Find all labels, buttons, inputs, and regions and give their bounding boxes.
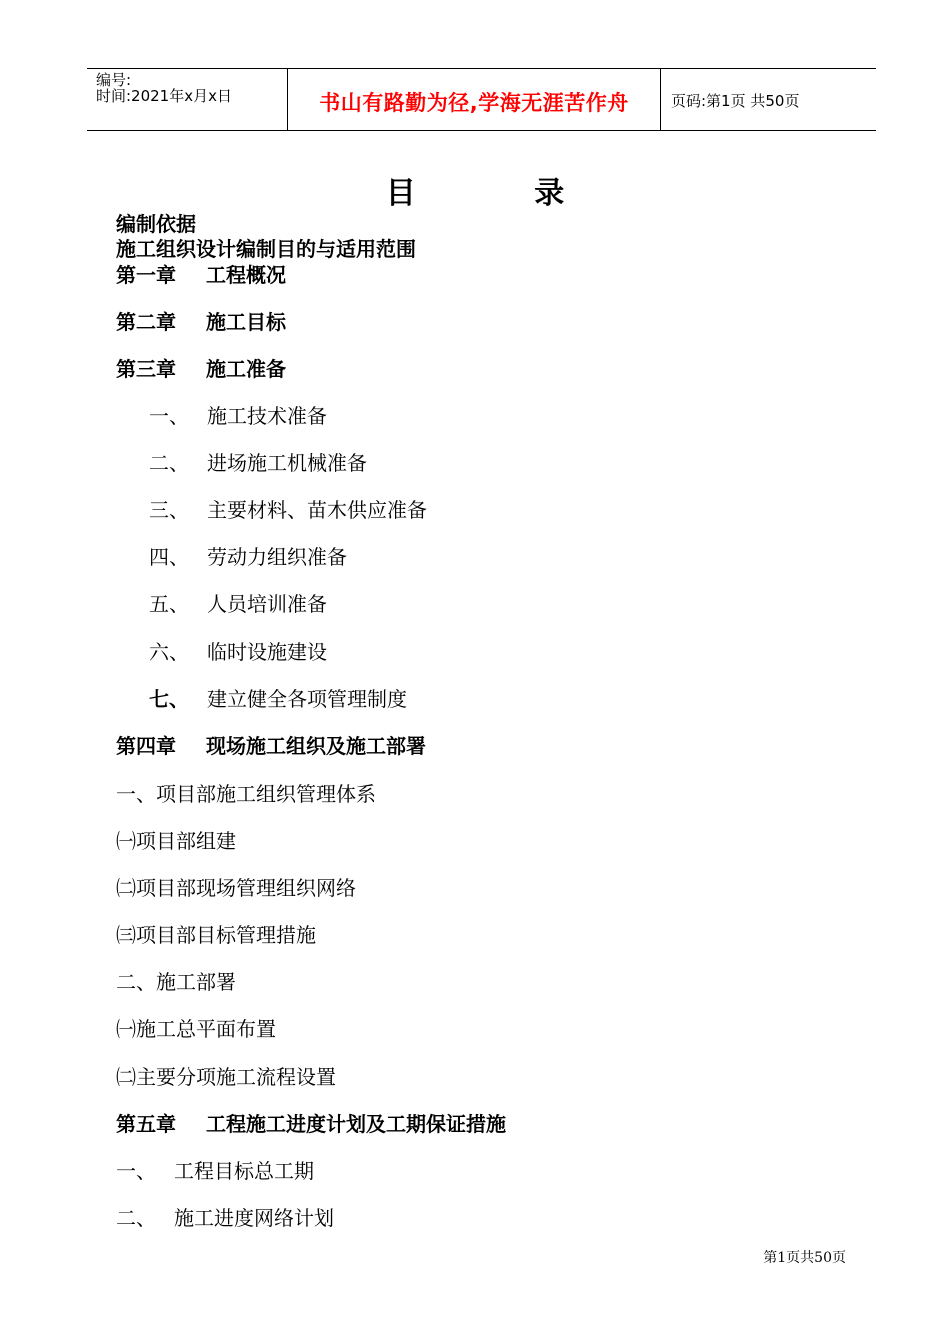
toc-item-number: 第五章 xyxy=(116,1112,176,1136)
toc-item-text: ㈡主要分项施工流程设置 xyxy=(116,1065,336,1089)
toc-item-text: 进场施工机械准备 xyxy=(207,451,367,475)
toc-item-number: 第三章 xyxy=(116,357,176,381)
toc-item[interactable] xyxy=(149,451,367,475)
page-label: 页码:第1页 共50页 xyxy=(671,92,800,110)
toc-item-number: 六、 xyxy=(149,640,189,664)
toc-item[interactable] xyxy=(116,263,286,287)
toc-item-number: 二、 xyxy=(149,451,189,475)
toc-item-number: 五、 xyxy=(149,592,189,616)
toc-item-text: 工程概况 xyxy=(206,263,286,287)
toc-item[interactable] xyxy=(116,876,356,900)
toc-item[interactable] xyxy=(116,970,236,994)
toc-item[interactable] xyxy=(149,545,347,569)
toc-item-text: 一、项目部施工组织管理体系 xyxy=(116,782,376,806)
toc-item-text: 人员培训准备 xyxy=(207,592,327,616)
toc-item-text: 施工组织设计编制目的与适用范围 xyxy=(116,237,416,261)
motto: 书山有路勤为径,学海无涯苦作舟 xyxy=(319,91,629,115)
toc-item-text: ㈠施工总平面布置 xyxy=(116,1017,276,1041)
toc-item-text: ㈢项目部目标管理措施 xyxy=(116,923,316,947)
toc-item-text: 现场施工组织及施工部署 xyxy=(206,734,426,758)
toc-item-number: 第一章 xyxy=(116,263,176,287)
toc-item-text: 施工准备 xyxy=(206,357,286,381)
toc-item[interactable] xyxy=(116,357,286,381)
toc-item[interactable] xyxy=(116,1017,276,1041)
toc-item-number: 三、 xyxy=(149,498,189,522)
header-meta-cell xyxy=(87,69,288,130)
toc-item-number: 四、 xyxy=(149,545,189,569)
page-title: 目 录 xyxy=(385,176,619,211)
toc-item-text: 工程施工进度计划及工期保证措施 xyxy=(206,1112,506,1136)
toc-item-text: ㈠项目部组建 xyxy=(116,829,236,853)
time-label: 时间:2021年x月x日 xyxy=(96,87,232,105)
page-footer: 第1页共50页 xyxy=(763,1250,846,1266)
toc-item-number: 一、 xyxy=(116,1159,156,1183)
toc-item-text: 施工技术准备 xyxy=(207,404,327,428)
toc-item-number: 第四章 xyxy=(116,734,176,758)
toc-item[interactable] xyxy=(149,687,407,711)
toc-item-number: 一、 xyxy=(149,404,189,428)
toc-item-text: 建立健全各项管理制度 xyxy=(207,687,407,711)
toc-item-number: 二、 xyxy=(116,1206,156,1230)
toc-item[interactable] xyxy=(116,1112,506,1136)
toc-item-text: 主要材料、苗木供应准备 xyxy=(207,498,427,522)
toc-item[interactable] xyxy=(149,592,327,616)
toc-item-text: ㈡项目部现场管理组织网络 xyxy=(116,876,356,900)
toc-item-number: 第二章 xyxy=(116,310,176,334)
toc-item[interactable] xyxy=(116,734,426,758)
toc-item[interactable] xyxy=(149,404,327,428)
toc-item[interactable] xyxy=(116,1206,334,1230)
toc-item-text: 工程目标总工期 xyxy=(174,1159,314,1183)
toc-item[interactable] xyxy=(116,310,286,334)
toc-item[interactable] xyxy=(116,829,236,853)
toc-item-text: 编制依据 xyxy=(116,212,196,236)
toc-item-text: 劳动力组织准备 xyxy=(207,545,347,569)
toc-item-number: 七、 xyxy=(149,687,189,711)
header-table xyxy=(87,68,876,131)
toc-item-text: 临时设施建设 xyxy=(207,640,327,664)
toc-item[interactable] xyxy=(116,212,196,236)
toc-item[interactable] xyxy=(149,640,327,664)
toc-item[interactable] xyxy=(116,237,416,261)
number-label: 编号: xyxy=(96,71,132,89)
toc-item-text: 施工目标 xyxy=(206,310,286,334)
toc-item[interactable] xyxy=(149,498,427,522)
toc-item[interactable] xyxy=(116,923,316,947)
toc-item-text: 施工进度网络计划 xyxy=(174,1206,334,1230)
toc-item[interactable] xyxy=(116,1159,314,1183)
toc-item[interactable] xyxy=(116,1065,336,1089)
toc-item[interactable] xyxy=(116,782,376,806)
header-motto-cell xyxy=(288,69,661,130)
toc-item-text: 二、施工部署 xyxy=(116,970,236,994)
header-page-cell xyxy=(661,69,876,130)
